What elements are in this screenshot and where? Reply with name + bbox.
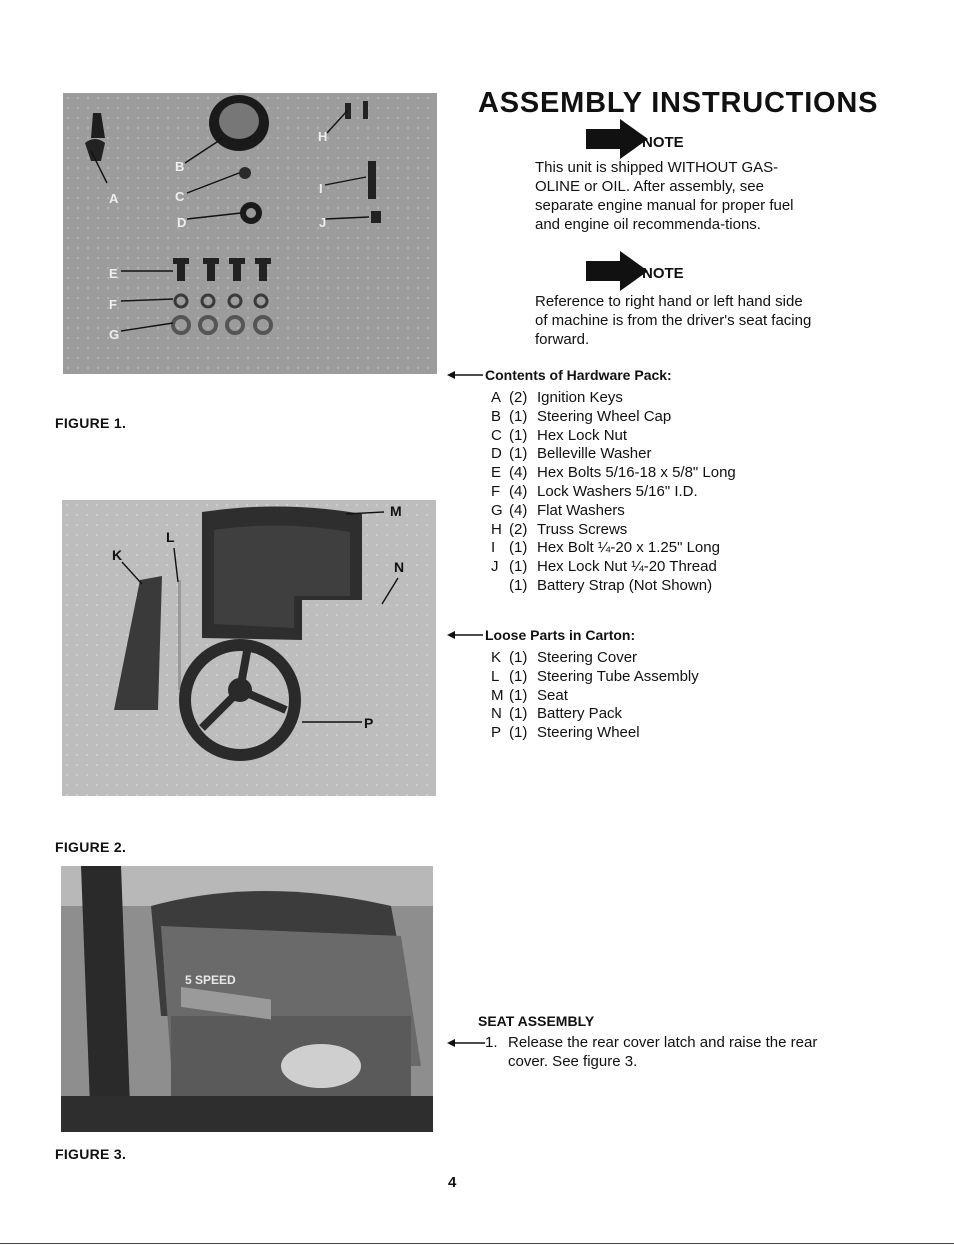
hardware-item xyxy=(491,408,736,427)
fig1-label-g: G xyxy=(109,327,120,342)
loose-part-item-qty: (1) xyxy=(509,667,528,685)
figure-3-caption: FIGURE 3. xyxy=(55,1146,127,1162)
hardware-item-letter: A xyxy=(491,389,502,406)
hardware-item-letter: E xyxy=(491,464,502,482)
note-2-label: NOTE xyxy=(642,264,684,282)
fig1-label-d: D xyxy=(177,215,187,230)
fig1-label-b: B xyxy=(175,159,185,174)
hardware-item-qty: (2) xyxy=(509,389,528,406)
note-1-header xyxy=(586,119,684,159)
hardware-item-qty: (1) xyxy=(509,539,528,557)
loose-part-item xyxy=(491,668,699,687)
hardware-item xyxy=(491,502,736,521)
loose-parts-heading xyxy=(447,627,635,643)
loose-part-item-qty: (1) xyxy=(509,724,528,742)
fig1-label-j: J xyxy=(319,215,327,230)
note-arrow-icon xyxy=(586,251,648,291)
fig1-label-h: H xyxy=(318,129,328,144)
figure-2-photo xyxy=(62,500,436,796)
loose-parts-heading-text: Loose Parts in Carton: xyxy=(485,627,636,643)
loose-part-item-name: Seat xyxy=(537,686,568,704)
hardware-item-qty: (1) xyxy=(509,576,528,594)
arrow-left-icon xyxy=(447,630,483,640)
hardware-item xyxy=(491,539,736,558)
bottom-rule xyxy=(0,1243,954,1244)
hardware-item xyxy=(491,521,736,540)
fig1-label-c: C xyxy=(175,189,185,204)
hardware-item-name: Truss Screws xyxy=(537,520,628,538)
hardware-item-letter: C xyxy=(491,426,502,444)
fig3-speed-badge: 5 SPEED xyxy=(185,973,236,987)
loose-part-item xyxy=(491,687,699,706)
hardware-item-name: Lock Washers 5/16" I.D. xyxy=(537,482,698,500)
note-2-header xyxy=(586,251,684,291)
hardware-item-name: Ignition Keys xyxy=(537,389,623,406)
hardware-item-letter: D xyxy=(491,445,502,463)
hardware-pack-list xyxy=(491,389,736,596)
hardware-item-letter: J xyxy=(491,558,499,576)
hardware-item-name: Battery Strap (Not Shown) xyxy=(537,576,713,594)
page-number: 4 xyxy=(448,1174,457,1191)
hardware-item-letter: I xyxy=(491,539,496,557)
hardware-item-name: Hex Bolt ¼-20 x 1.25" Long xyxy=(537,539,720,557)
hardware-item-name: Steering Wheel Cap xyxy=(537,407,672,425)
fig2-label-n: N xyxy=(394,559,405,575)
hardware-item-letter xyxy=(491,577,509,596)
hardware-item-letter: F xyxy=(491,482,501,500)
hardware-item-letter: G xyxy=(491,501,503,519)
hardware-item-qty: (1) xyxy=(509,445,528,463)
loose-part-item-letter: P xyxy=(491,724,502,742)
hardware-pack-heading xyxy=(447,367,672,383)
loose-part-item-name: Steering Wheel xyxy=(537,724,640,742)
loose-part-item-qty: (1) xyxy=(509,649,528,666)
hardware-item-qty: (1) xyxy=(509,426,528,444)
seat-step-number: 1. xyxy=(485,1034,498,1051)
seat-step-text: Release the rear cover latch and raise the rear cover. See figure 3. xyxy=(508,1034,818,1070)
fig2-label-m: M xyxy=(390,503,402,519)
hardware-item xyxy=(491,389,736,408)
loose-parts-list xyxy=(491,649,699,743)
loose-part-item-letter: K xyxy=(491,649,502,666)
seat-assembly-heading: SEAT ASSEMBLY xyxy=(478,1013,595,1029)
hardware-item-qty: (1) xyxy=(509,407,528,425)
hardware-item-qty: (1) xyxy=(509,558,528,576)
hardware-pack-heading-text: Contents of Hardware Pack: xyxy=(485,367,672,383)
hardware-item-qty: (4) xyxy=(509,482,528,500)
loose-part-item-qty: (1) xyxy=(509,686,528,704)
hardware-item xyxy=(491,427,736,446)
loose-part-item xyxy=(491,649,699,668)
note-arrow-icon xyxy=(586,119,648,159)
fig1-label-i: I xyxy=(319,181,323,196)
hardware-item-name: Belleville Washer xyxy=(537,445,652,463)
note-1-text: This unit is shipped WITHOUT GAS-OLINE or OIL. After assembly, see separate engine manual for proper fuel and engine oil recommenda-tions. xyxy=(535,159,794,233)
fig1-label-a: A xyxy=(109,191,119,206)
hardware-item-qty: (4) xyxy=(509,464,528,482)
hardware-item xyxy=(491,464,736,483)
loose-part-item-qty: (1) xyxy=(509,705,528,723)
figure-1-caption: FIGURE 1. xyxy=(55,415,127,431)
loose-part-item-name: Steering Cover xyxy=(537,649,638,666)
fig2-label-l: L xyxy=(166,529,175,545)
hardware-item-name: Hex Bolts 5/16-18 x 5/8" Long xyxy=(537,464,736,482)
hardware-item xyxy=(491,483,736,502)
hardware-item xyxy=(491,445,736,464)
figure-1-photo xyxy=(63,93,437,374)
loose-part-item-name: Steering Tube Assembly xyxy=(537,667,699,685)
fig1-label-e: E xyxy=(109,266,118,281)
note-2-text: Reference to right hand or left hand side of machine is from the driver's seat facing forward. xyxy=(535,293,812,348)
fig2-label-p: P xyxy=(364,715,374,731)
fig2-label-k: K xyxy=(112,547,123,563)
arrow-left-icon xyxy=(447,370,483,380)
loose-part-item-name: Battery Pack xyxy=(537,705,623,723)
fig1-label-f: F xyxy=(109,297,117,312)
hardware-item xyxy=(491,577,736,596)
hardware-item-name: Hex Lock Nut ¼-20 Thread xyxy=(537,558,717,576)
figure-3-photo xyxy=(61,866,433,1132)
hardware-item-name: Flat Washers xyxy=(537,501,625,519)
figure-2-caption: FIGURE 2. xyxy=(55,839,127,855)
loose-part-item xyxy=(491,724,699,743)
loose-part-item-letter: L xyxy=(491,667,500,685)
seat-assembly-step-1 xyxy=(447,1033,867,1071)
loose-part-item-letter: M xyxy=(491,686,504,704)
loose-part-item-letter: N xyxy=(491,705,502,723)
loose-part-item xyxy=(491,705,699,724)
page-title: ASSEMBLY INSTRUCTIONS xyxy=(478,87,879,119)
hardware-item-letter: B xyxy=(491,407,502,425)
hardware-item-qty: (4) xyxy=(509,501,528,519)
hardware-item xyxy=(491,558,736,577)
note-1-label: NOTE xyxy=(642,133,684,151)
hardware-item-qty: (2) xyxy=(509,520,528,538)
arrow-left-icon xyxy=(447,1033,485,1051)
hardware-item-name: Hex Lock Nut xyxy=(537,426,628,444)
hardware-item-letter: H xyxy=(491,520,502,538)
